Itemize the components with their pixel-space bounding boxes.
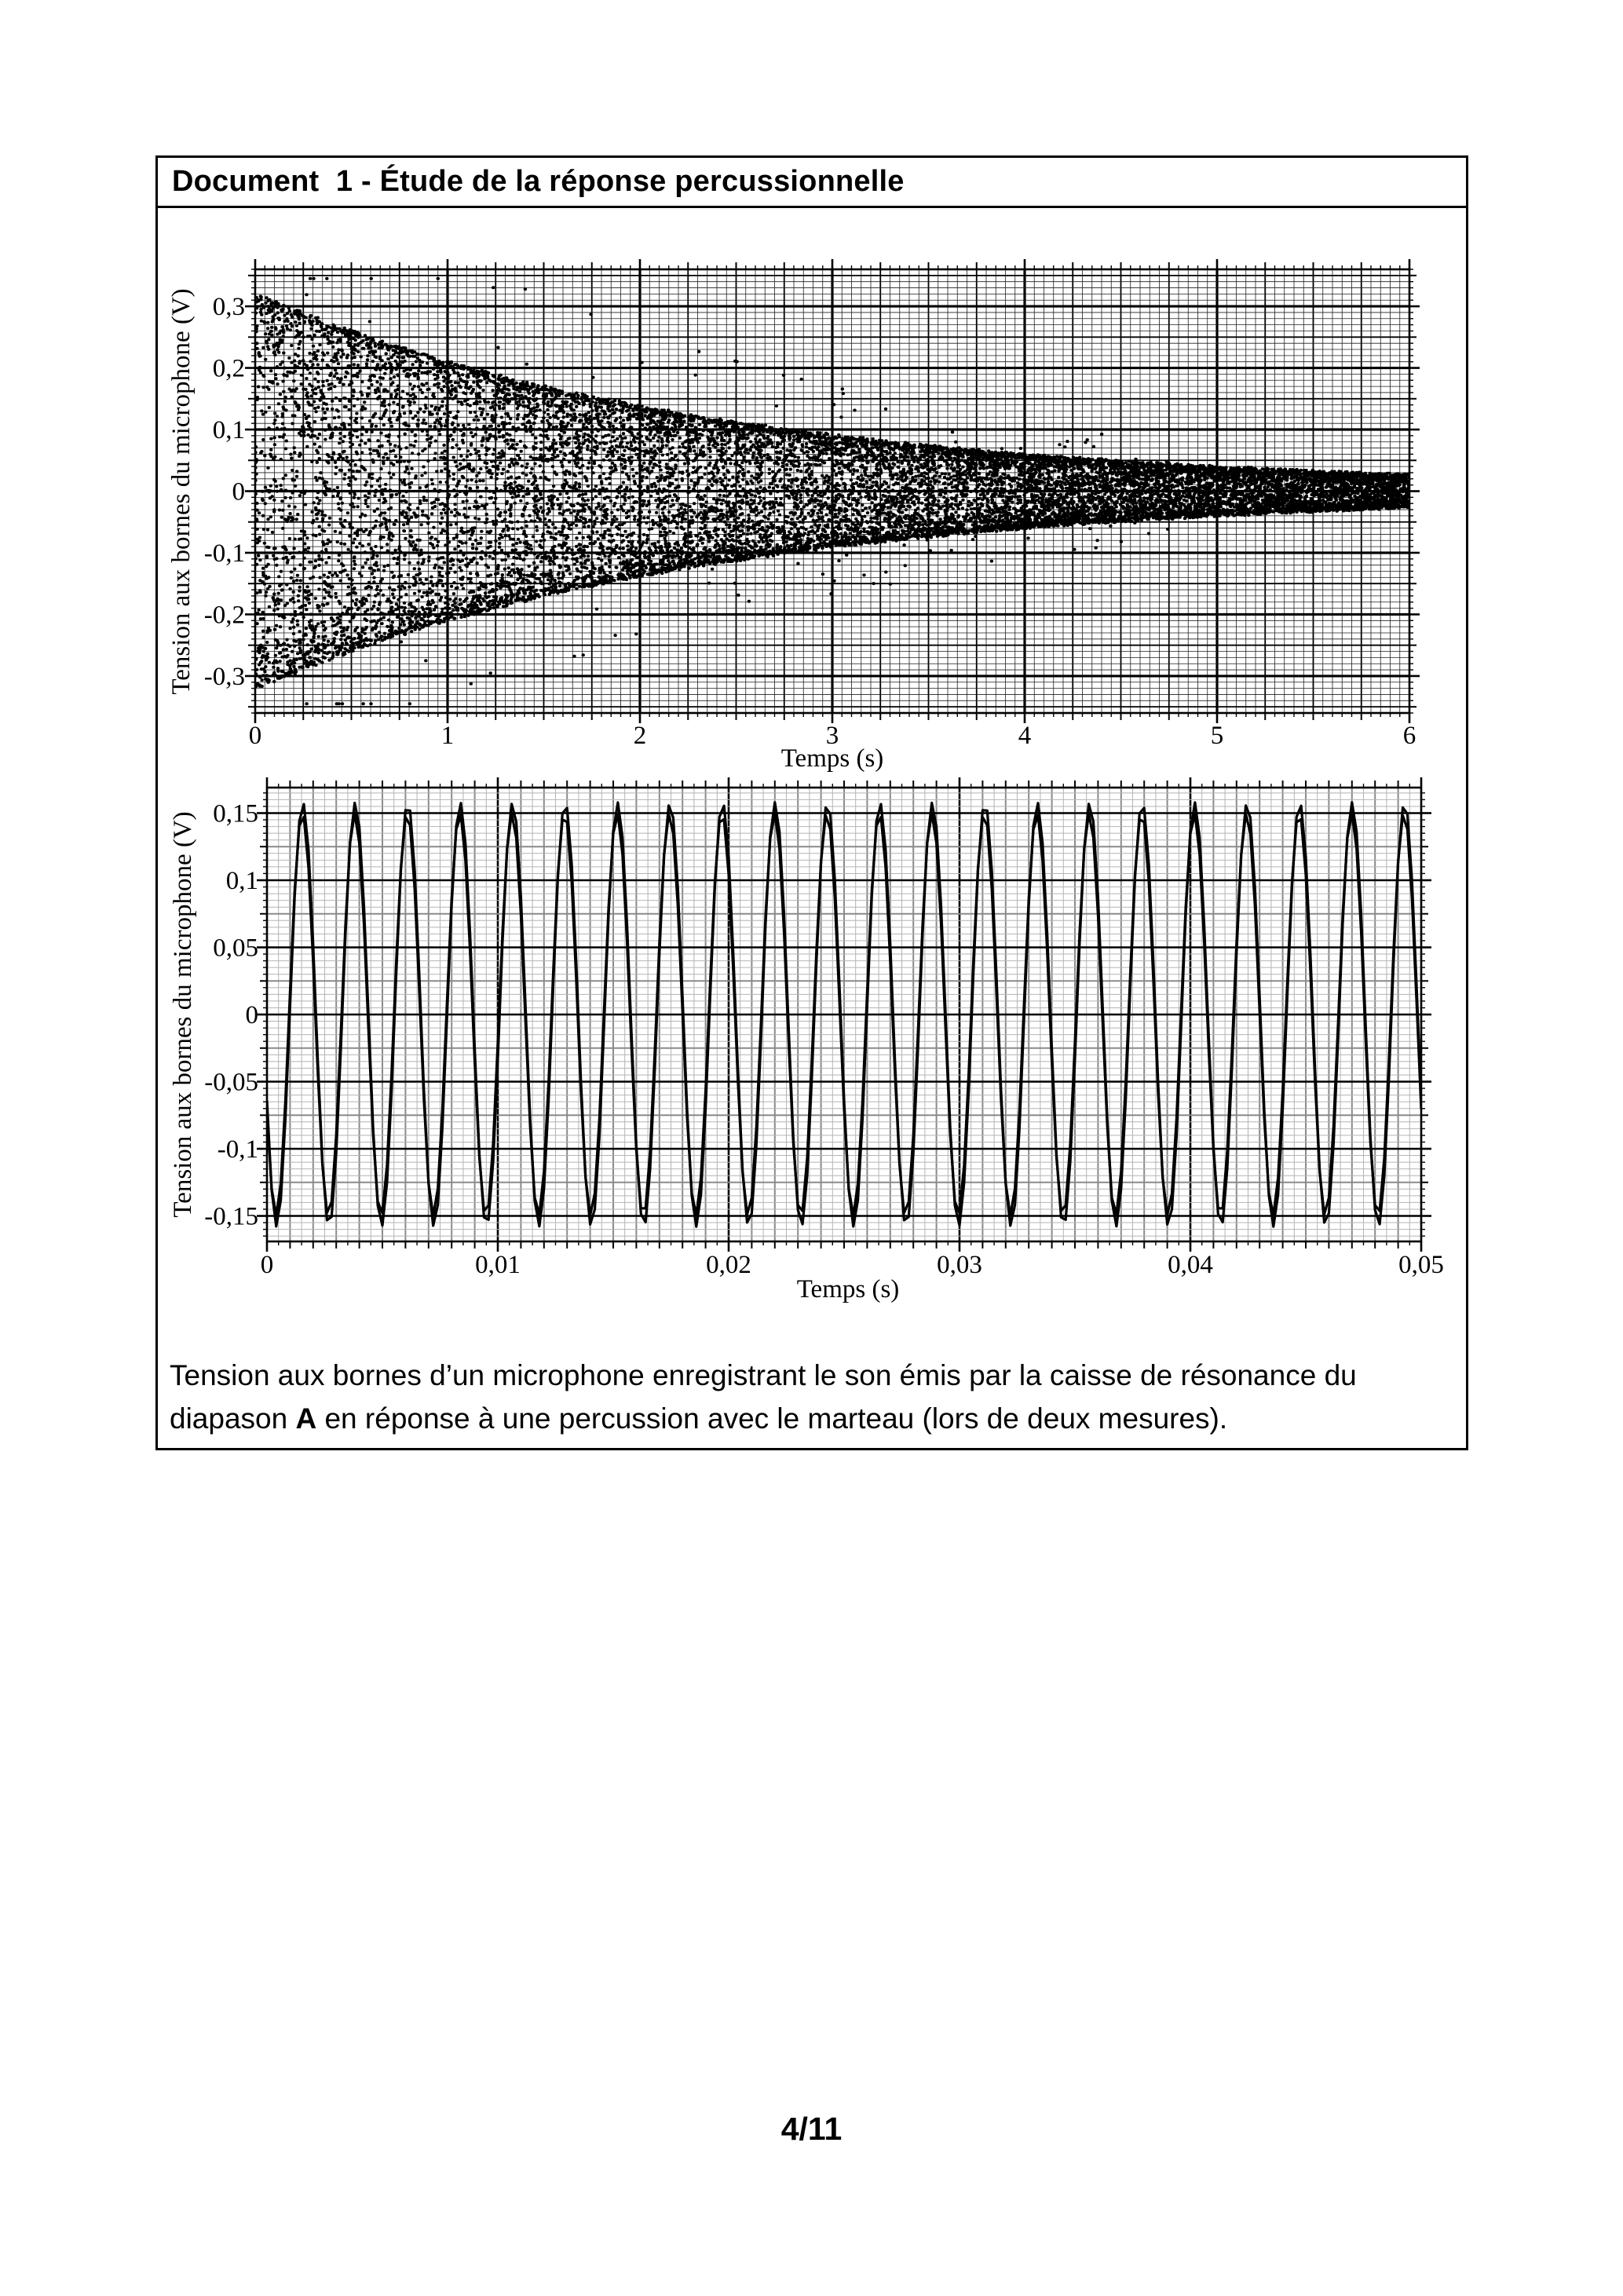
- top-chart-tick-labels: [167, 288, 1416, 773]
- axis-text: 5: [1210, 722, 1224, 750]
- axis-text: 0,15: [213, 799, 258, 828]
- axis-text: 0: [260, 1251, 274, 1279]
- axis-text: 0,3: [212, 293, 245, 322]
- document-title: Document 1 - Étude de la réponse percussionnelle: [158, 158, 1466, 208]
- figure-caption: [170, 1354, 1453, 1440]
- axis-text: Temps (s): [796, 1275, 900, 1303]
- bottom-chart: [169, 777, 1444, 1303]
- axis-text: 0: [245, 1001, 258, 1029]
- axis-text: 0: [248, 722, 262, 750]
- axis-text: 0,05: [1398, 1251, 1444, 1279]
- axis-text: Temps (s): [780, 744, 884, 773]
- axis-text: 0,2: [212, 354, 245, 383]
- axis-text: 0,04: [1168, 1251, 1213, 1279]
- axis-text: 0,02: [706, 1251, 751, 1279]
- axis-text: -0,2: [203, 601, 245, 630]
- axis-text: 4: [1018, 722, 1032, 750]
- axis-text: 2: [633, 722, 647, 750]
- axis-text: -0,1: [203, 539, 245, 568]
- axis-text: Tension aux bornes du microphone (V): [167, 288, 196, 695]
- axis-text: 0: [232, 477, 245, 506]
- caption-line2-post: en réponse à une percussion avec le marteau (lors de deux mesures).: [316, 1402, 1228, 1435]
- caption-line1: Tension aux bornes d’un microphone enregistrant le son émis par la caisse de résonance du: [170, 1359, 1357, 1391]
- axis-text: 1: [440, 722, 455, 750]
- caption-line2-pre: diapason: [170, 1402, 296, 1435]
- axis-text: 3: [825, 722, 839, 750]
- axis-text: 0,01: [475, 1251, 521, 1279]
- axis-text: -0,05: [204, 1068, 258, 1097]
- axis-text: 0,1: [225, 866, 258, 895]
- axis-text: 0,03: [937, 1251, 982, 1279]
- caption-diapason-a: A: [295, 1402, 317, 1435]
- axis-text: 0,1: [212, 416, 245, 445]
- page-number: 4/11: [780, 2111, 843, 2147]
- axis-text: 0,05: [213, 934, 258, 963]
- axis-text: -0,1: [217, 1135, 258, 1164]
- axis-text: 6: [1402, 722, 1416, 750]
- axis-text: -0,15: [204, 1202, 258, 1231]
- axis-text: Tension aux bornes du microphone (V): [169, 811, 197, 1218]
- axis-text: -0,3: [203, 662, 245, 691]
- top-chart: [167, 259, 1420, 773]
